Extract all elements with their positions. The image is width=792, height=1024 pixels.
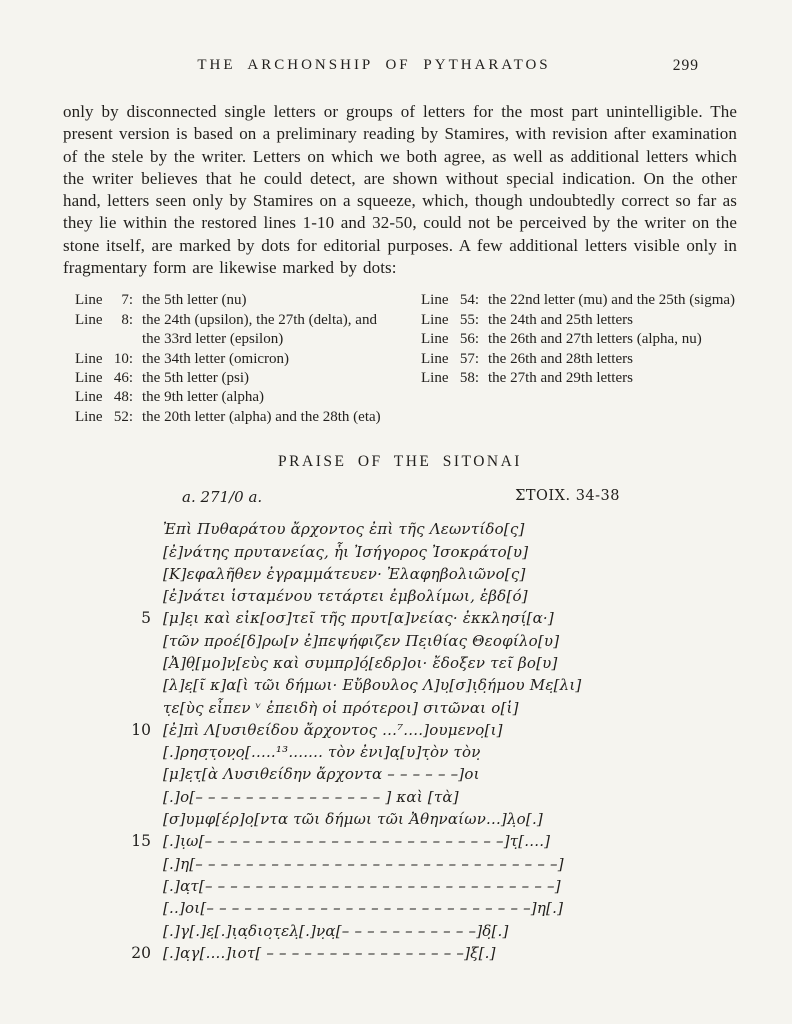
inscription-line-number: 5: [141, 609, 151, 628]
letter-note-item: [75, 408, 393, 427]
line-word: Line: [75, 389, 103, 406]
inscription-line-number: [121, 920, 151, 942]
section-heading: PRAISE OF THE SITONAI: [278, 453, 522, 471]
inscription-line-number: [121, 763, 151, 785]
note-text: the 5th letter (psi): [142, 370, 250, 386]
greek-inscription-text: [121, 518, 737, 964]
letter-note-item: [75, 350, 393, 369]
inscription-line-number: [121, 652, 151, 674]
note-text: the 27th and 29th letters: [488, 370, 633, 386]
note-text: the 9th letter (alpha): [142, 389, 265, 406]
inscription-line: [121, 697, 737, 719]
inscription-line-number: [121, 541, 151, 563]
note-text: the 26th and 27th letters (alpha, nu): [488, 331, 702, 348]
inscription-line-text: [.]α̣γ[....]ιοτ[ – – – – – – – – – – – – – – – –]ξ[.]: [163, 943, 496, 962]
inscription-meta-row: [182, 488, 620, 506]
letter-note-item: [421, 291, 737, 310]
line-word: Line: [421, 331, 449, 348]
line-number: 10:: [113, 350, 133, 367]
letter-note-item: [421, 369, 737, 388]
inscription-line: [121, 942, 737, 964]
inscription-date: a. 271/0 a.: [182, 488, 263, 507]
inscription-line-text: [.]η[– – – – – – – – – – – – – – – – – – – – – – – – – – – – –]: [163, 854, 564, 873]
line-number: 58:: [459, 370, 479, 386]
inscription-line: [121, 607, 737, 629]
inscription-line: [121, 853, 737, 875]
letter-note-item: [421, 311, 737, 330]
line-word: Line: [75, 350, 103, 367]
inscription-line: [121, 652, 737, 674]
inscription-line-text: [Κ]εφαλῆθεν ἐγραμμάτευεν· Ἐλαφηβολιῶνο[ς]: [163, 564, 526, 583]
line-word: Line: [75, 408, 103, 425]
line-word: Line: [421, 370, 449, 386]
inscription-line-text: [μ]ε̣τ̣[ὰ Λυσιθείδην ἄρχοντα – – – – – –]οι: [163, 765, 480, 784]
inscription-line-text: [.]ι̣ω[– – – – – – – – – – – – – – – – – – – – – – – –]τ̣[....]: [163, 832, 551, 851]
inscription-line-number: [121, 697, 151, 719]
inscription-line-text: [Ἀ]θ̣[μο]ν̣[εὺς καὶ συμπρ]ό̣[εδρ]οι· ἔδοξεν τεῖ βο[υ]: [163, 654, 558, 672]
inscription-line-number: [121, 674, 151, 696]
running-title: THE ARCHONSHIP OF PYTHARATOS: [197, 57, 551, 73]
inscription-line-number: [121, 875, 151, 897]
line-word: Line: [75, 370, 103, 386]
inscription-line-number: 20: [131, 943, 151, 962]
line-word: Line: [421, 311, 449, 328]
note-text: the 24th and 25th letters: [488, 311, 633, 328]
inscription-line: [121, 674, 737, 696]
note-text: the 26th and 28th letters: [488, 350, 633, 367]
note-text: the 5th letter (nu): [142, 292, 247, 309]
inscription-line-text: [.]γ[.]ε̣[.]ι̣α̣διο̣τ̣ελ̣[.]ν̣α̣[– – – – – – – – – – –]δ̣[.]: [163, 921, 509, 940]
letter-notes-left-column: [75, 291, 393, 427]
inscription-line-number: [121, 518, 151, 540]
inscription-line-text: [τῶν προέ[δ]ρω[ν ἐ]πεψήφιζεν Πε̣ιθίας Θεοφίλο[υ]: [163, 631, 560, 650]
inscription-line-text: [.]α̣τ[– – – – – – – – – – – – – – – – – – – – – – – – – – – –]: [163, 876, 561, 895]
inscription-line-text: Ἐπὶ Πυθαράτου ἄρχοντος ἐπὶ τῆς Λεωντίδο[ς]: [163, 520, 525, 539]
inscription-line-text: [ἐ]νάτης πρυτανείας, ἧι Ἰσήγορος Ἰσοκράτο[υ]: [163, 542, 529, 561]
inscription-line: [121, 541, 737, 563]
inscription-line-number: [121, 786, 151, 808]
inscription-line-text: τ̣ε[ὺς εἶπεν ᵛ ἐπειδὴ οἱ πρότεροι] σιτῶναι ο[ἱ]: [163, 698, 519, 717]
line-number: 56:: [459, 331, 479, 348]
line-number: 52:: [113, 408, 133, 425]
intro-paragraph: only by disconnected single letters or groups of letters for the most part unintelligible. The present version is based on a preliminary reading by Stamires, with revision after examination of the stele by the writer. Letters on which we both agree, as well as additional letters which the writer believes that he could detect, are shown without special indication. On the other hand, letters seen only by Stamires on a squeeze, which, though undoubtedly correct so far as they lie within the restored lines 1-10 and 32-50, could not be perceived by the writer on the stone itself, are marked by dots for editorial purposes. A few additional letters visible only in fragmentary form are likewise marked by dots:: [63, 102, 737, 278]
inscription-line-text: [..]οι[– – – – – – – – – – – – – – – – – – – – – – – – – –]η̣[.]: [163, 899, 564, 918]
line-number: 54:: [459, 292, 479, 309]
inscription-line: [121, 830, 737, 852]
inscription-line: [121, 808, 737, 830]
inscription-line-number: [121, 741, 151, 763]
inscription-line: [121, 630, 737, 652]
inscription-line: [121, 763, 737, 785]
running-head: [63, 57, 737, 77]
line-word: Line: [421, 350, 449, 367]
line-number: 55:: [459, 311, 479, 328]
note-text: the 20th letter (alpha) and the 28th (eta): [142, 408, 381, 425]
inscription-line-text: [μ]ε̣ι καὶ εἰκ[οσ]τεῖ τῆς πρυτ[α]νείας· ἐκκλησί̣[α·]: [163, 609, 554, 628]
inscription-line-number: [121, 585, 151, 607]
letter-note-item: [75, 369, 393, 388]
letter-note-item: [421, 330, 737, 349]
note-text: the 34th letter (omicron): [142, 350, 290, 367]
inscription-line-number: 15: [131, 832, 151, 851]
line-word: Line: [75, 311, 103, 328]
inscription-line: [121, 741, 737, 763]
inscription-line-text: [.]ο[– – – – – – – – – – – – – – – ] καὶ [τὰ]: [163, 787, 459, 806]
inscription-line-text: [ἐ]πὶ Λ[υσιθείδου ἄρχοντος ...⁷....]ουμενο̣[ι]: [163, 720, 503, 739]
inscription-line: [121, 719, 737, 741]
note-text: the 24th (upsilon), the 27th (delta), and the 33rd letter (epsilon): [142, 311, 377, 348]
line-number: 46:: [113, 370, 133, 386]
line-word: Line: [75, 292, 103, 309]
line-word: Line: [421, 292, 449, 309]
line-number: 48:: [113, 389, 133, 406]
inscription-line-number: [121, 630, 151, 652]
letter-note-item: [421, 350, 737, 369]
inscription-line-number: [121, 563, 151, 585]
letter-notes-right-column: [421, 291, 737, 427]
inscription-line-number: [121, 853, 151, 875]
letter-note-item: [75, 388, 393, 407]
note-text: the 22nd letter (mu) and the 25th (sigma): [488, 292, 736, 309]
inscription-line-number: 10: [131, 720, 151, 739]
inscription-line: [121, 518, 737, 540]
inscription-line: [121, 563, 737, 585]
letter-notes: [63, 291, 737, 427]
letter-note-item: [75, 311, 393, 350]
inscription-line-number: [121, 897, 151, 919]
inscription-line: [121, 786, 737, 808]
inscription-line-text: [σ]υμφ[έρ]ο̣[ντα τῶι δήμωι τῶι Ἀθηναίων...]λ̣ο[.]: [163, 810, 543, 829]
stoichedon-note: ΣΤΟΙΧ. 34-38: [515, 488, 620, 505]
inscription-line-text: [.]ρησ̣τ̣ον̣ο̣[.....¹³....... τὸν ἐνι]α̣[υ]τ̣ὸν τὸν̣: [163, 743, 481, 762]
inscription-line-text: [λ]ε̣[ῖ κ]α[ὶ τῶι δήμωι· Εὔβουλος Λ]υ̣[σ]ι̣δ̣ήμου Με̣[λι]: [163, 676, 582, 695]
line-number: 57:: [459, 350, 479, 367]
page-number: 299: [672, 57, 699, 74]
letter-note-item: [75, 291, 393, 310]
inscription-line: [121, 875, 737, 897]
inscription-line-text: [ἐ]νάτει ἱσταμένου τετάρτει ἐμβολίμωι, ἑβδ[ό]: [163, 587, 528, 606]
inscription-line-number: [121, 808, 151, 830]
inscription-line: [121, 920, 737, 942]
inscription-line: [121, 585, 737, 607]
line-number: 8:: [121, 311, 133, 328]
inscription-line: [121, 897, 737, 919]
line-number: 7:: [121, 292, 133, 309]
